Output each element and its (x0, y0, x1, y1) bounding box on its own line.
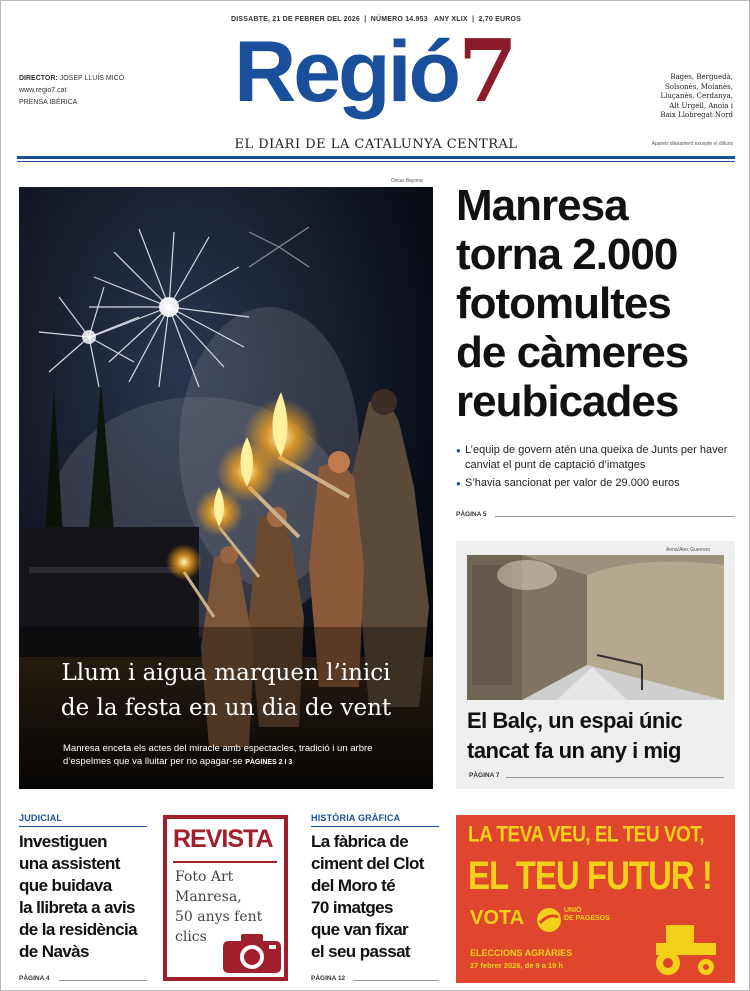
photo-dek (63, 742, 423, 769)
ad-line-2: EL TEU FUTUR ! (468, 853, 712, 898)
photo-headline-line: de la festa en un dia de vent (60, 695, 392, 721)
ad-org (564, 907, 610, 923)
logo-wordmark: Regió (234, 24, 459, 120)
header-rule-thin (17, 161, 735, 162)
historia-headline-line: el seu passat (311, 942, 410, 961)
photo-dek-text: Manresa enceta els actes del miracle amb espectacles, tradició i un arbre d’espelmes que va lluitar per no apagar-se (63, 743, 373, 767)
tagline: EL DIARI DE LA CATALUNYA CENTRAL (234, 137, 518, 152)
balc-photo-credit: Anna/Alex Guerrero (666, 547, 711, 553)
lead-headline-line: Manresa (456, 181, 628, 230)
union-logo-icon (536, 907, 562, 933)
ad-vota: VOTA (470, 907, 525, 929)
date: DISSABTE, 21 DE FEBRER DEL 2026 (231, 16, 360, 23)
historia-headline-line: que van fixar (311, 920, 409, 939)
tractor-icon (646, 915, 726, 977)
judicial-headline[interactable] (19, 831, 154, 963)
section-rule (19, 826, 147, 827)
director-name: JOSEP LLUÍS MICÓ (59, 75, 125, 82)
lead-headline[interactable] (456, 181, 741, 426)
judicial-headline-line: una assistent (19, 854, 120, 873)
judicial-headline-line: de la residència (19, 920, 137, 939)
publisher: PRENSA IBÉRICA (19, 99, 78, 106)
revista-heading: REVISTA (173, 825, 273, 853)
ad-line-1: LA TEVA VEU, EL TEU VOT, (468, 823, 705, 848)
revista-line: Foto Art (175, 869, 234, 885)
balc-page-rule (506, 777, 724, 778)
judicial-headline-line: Investiguen (19, 832, 107, 851)
revista-line: clics (175, 929, 207, 945)
director-label: DIRECTOR: (19, 75, 58, 82)
region-line: Lluçanès, Cerdanya, (660, 92, 733, 100)
legal-note: Apareix diàriament excepte el dilluns (651, 141, 733, 147)
revista-line: 50 anys fent (175, 909, 263, 925)
lead-headline-line: torna 2.000 (456, 230, 678, 279)
revista-rule (173, 861, 277, 863)
lead-page-rule (495, 516, 735, 517)
ad-org-line: UNIÓ (564, 907, 582, 914)
dateline: DISSABTE, 21 DE FEBRER DEL 2026 | NÚMERO 14.953 ANY XLIX | 2,70 EUROS (231, 16, 521, 23)
price: 2,70 EUROS (478, 16, 521, 23)
photo-page-ref[interactable]: PÀGINES 2 I 3 (245, 759, 293, 766)
lead-page-ref[interactable]: PÀGINA 5 (456, 511, 487, 518)
historia-headline-line: 70 imatges (311, 898, 393, 917)
advertisement[interactable] (456, 815, 735, 983)
revista-line: Manresa, (175, 889, 242, 905)
year: ANY XLIX (434, 16, 468, 23)
website[interactable]: www.regio7.cat (19, 87, 67, 94)
header-rule (17, 156, 735, 159)
ad-event: ELECCIONS AGRÀRIES (470, 948, 573, 958)
photo-headline-line: Llum i aigua marquen l’inici (61, 660, 391, 686)
region-line: Alt Urgell, Anoia i (669, 101, 733, 110)
region-line: Baix Llobregat Nord (660, 111, 733, 119)
ad-date: 27 febrer 2026, de 9 a 19 h (470, 961, 563, 970)
historia-headline[interactable] (311, 831, 446, 963)
historia-headline-line: del Moro té (311, 876, 396, 895)
historia-headline-line: La fàbrica de (311, 832, 409, 851)
photo-credit: Oscar Bayona (391, 178, 423, 184)
historia-page-ref[interactable]: PÀGINA 12 (311, 975, 346, 982)
balc-headline-line: tancat fa un any i mig (467, 738, 681, 763)
judicial-page-rule (59, 980, 147, 981)
lead-headline-line: de càmeres (456, 328, 689, 377)
lead-bullet: ● S’havia sancionat per valor de 29.000 euros (456, 476, 741, 491)
judicial-headline-line: de Navàs (19, 942, 89, 961)
lead-bullets (456, 443, 741, 494)
section-judicial[interactable]: JUDICIAL (19, 813, 63, 823)
balc-page-ref[interactable]: PÀGINA 7 (469, 772, 500, 779)
judicial-headline-line: la llibreta a avis (19, 898, 135, 917)
issue-number: NÚMERO 14.953 (370, 16, 428, 23)
balc-headline[interactable] (467, 706, 729, 766)
historia-page-rule (353, 980, 439, 981)
region-line: Solsonès, Moianès, (664, 82, 733, 91)
ad-org-line: DE PAGESOS (564, 915, 610, 922)
revista-box[interactable] (163, 815, 288, 981)
balc-headline-line: El Balç, un espai únic (467, 708, 683, 733)
lead-headline-line: fotomultes (456, 279, 671, 328)
balc-photo[interactable] (467, 555, 724, 700)
region-line: Bages, Berguedà, (670, 73, 733, 81)
lead-bullet: ● L’equip de govern atén una queixa de Junts per haver canviat el punt de captació d’imatges (456, 443, 741, 473)
logo-number: 7 (458, 21, 518, 122)
tunnel-illustration (467, 555, 724, 700)
section-rule (311, 826, 439, 827)
historia-headline-line: ciment del Clot (311, 854, 424, 873)
regions-list (613, 73, 733, 121)
judicial-page-ref[interactable]: PÀGINA 4 (19, 975, 50, 982)
section-historia[interactable]: HISTÒRIA GRÀFICA (311, 813, 401, 823)
lead-headline-line: reubicades (456, 377, 679, 426)
photo-headline[interactable] (1, 656, 451, 726)
judicial-headline-line: que buidava (19, 876, 112, 895)
camera-icon (221, 931, 283, 975)
